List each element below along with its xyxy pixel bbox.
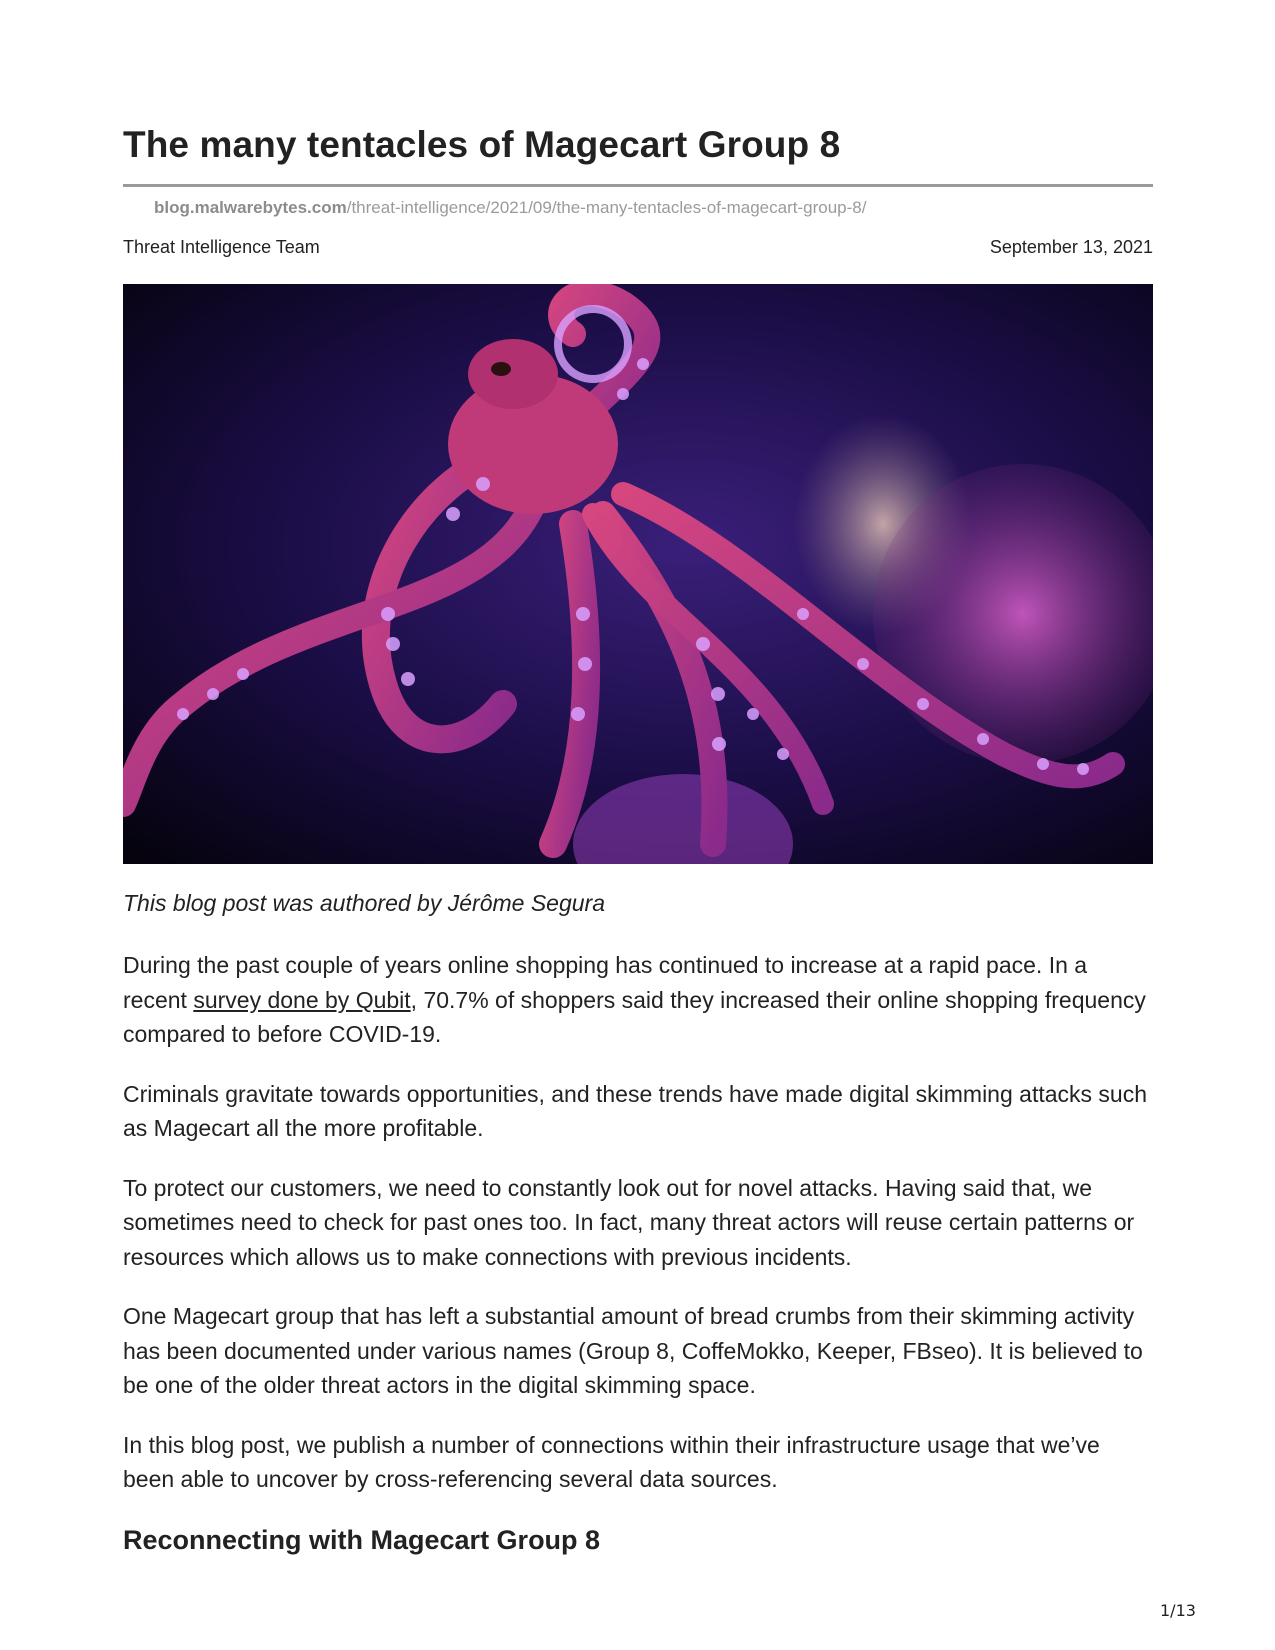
source-url-link[interactable] [154, 198, 866, 218]
title-divider [123, 184, 1153, 187]
publish-date: September 13, 2021 [989, 237, 1153, 257]
paragraph-text: , 70.7% of shoppers said they increased their online shopping frequency compared to before COVID-19. [123, 986, 1146, 1047]
article-title: The many tentacles of Magecart Group 8 [123, 124, 841, 165]
author-name: Threat Intelligence Team [123, 237, 320, 257]
url-path: /threat-intelligence/2021/09/the-many-tentacles-of-magecart-group-8/ [346, 198, 867, 217]
paragraph [123, 948, 1153, 1052]
article-body [123, 948, 1153, 1522]
hero-image-octopus [123, 284, 1153, 864]
section-heading: Reconnecting with Magecart Group 8 [123, 1525, 601, 1555]
paragraph: In this blog post, we publish a number of connections within their infrastructure usage that we’ve been able to uncover by cross-referencing several data sources. [123, 1431, 1100, 1492]
paragraph: To protect our customers, we need to constantly look out for novel attacks. Having said that, we sometimes need to check for past ones too. In fact, many threat actors will reuse certain patterns or resources which allows us to make connections with previous incidents. [123, 1174, 1135, 1270]
url-domain: blog.malwarebytes.com [154, 198, 347, 217]
author-note: This blog post was authored by Jérôme Segura [123, 890, 605, 916]
paragraph-text: During the past couple of years online shopping has continued to increase at a rapid pace. In a recent [123, 952, 1088, 1013]
paragraph: One Magecart group that has left a substantial amount of bread crumbs from their skimming activity has been documented under various names (Group 8, CoffeMokko, Keeper, FBseo). It is believed to be one of the older threat actors in the digital skimming space. [123, 1303, 1143, 1398]
paragraph: Criminals gravitate towards opportunities, and these trends have made digital skimming attacks such as Magecart all the more profitable. [123, 1080, 1147, 1141]
byline [123, 237, 1153, 258]
page-number: 1/13 [1160, 1601, 1196, 1620]
survey-link[interactable]: survey done by Qubit [193, 986, 411, 1013]
